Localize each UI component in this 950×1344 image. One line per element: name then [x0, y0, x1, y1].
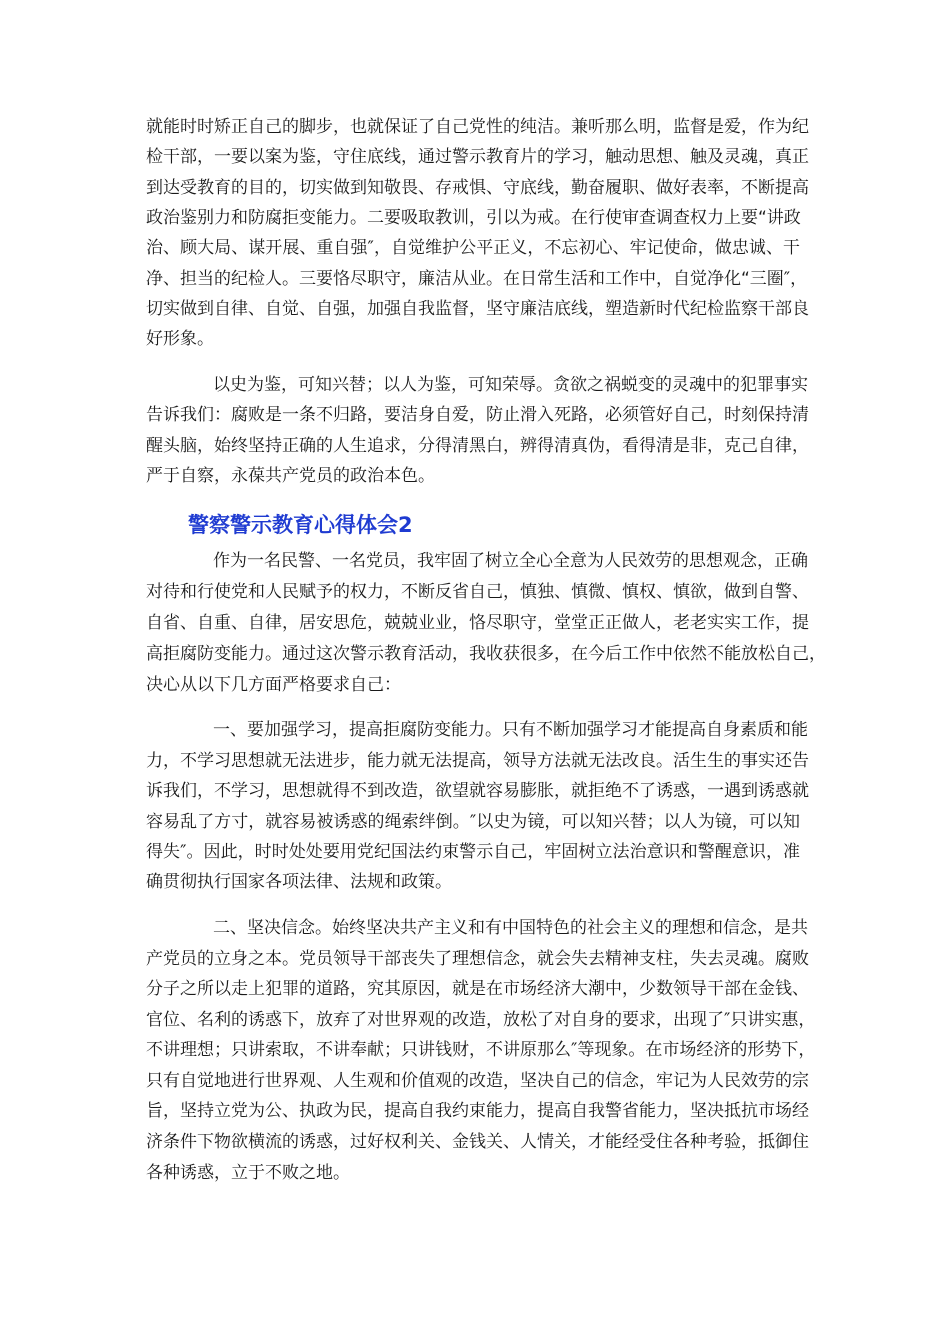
paragraph-line: 得失″。因此，时时处处要用党纪国法约束警示自己，牢固树立法治意识和警醒意识，准	[146, 842, 800, 862]
paragraph-line: 高拒腐防变能力。通过这次警示教育活动，我收获很多，在今后工作中依然不能放松自己，	[146, 644, 826, 664]
paragraph-line: 净、担当的纪检人。三要恪尽职守，廉洁从业。在日常生活和工作中，自觉净化“三圈″，	[146, 269, 808, 289]
paragraph-line: 官位、名利的诱惑下，放弃了对世界观的改造，放松了对自身的要求，出现了″只讲实惠，	[146, 1010, 816, 1030]
paragraph-line: 好形象。	[146, 329, 214, 349]
paragraph-line: 自省、自重、自律，居安思危，兢兢业业，恪尽职守，堂堂正正做人，老老实实工作，提	[146, 613, 809, 633]
paragraph-line: 以史为鉴，可知兴替；以人为鉴，可知荣辱。贪欲之祸蜕变的灵魂中的犯罪事实	[213, 375, 808, 395]
paragraph-line: 只有自觉地进行世界观、人生观和价值观的改造，坚决自己的信念，牢记为人民效劳的宗	[146, 1071, 809, 1091]
paragraph-line: 容易乱了方寸，就容易被诱惑的绳索绊倒。″以史为镜，可以知兴替；以人为镜，可以知	[146, 812, 800, 832]
paragraph-line: 到达受教育的目的，切实做到知敬畏、存戒惧、守底线，勤奋履职、做好表率，不断提高	[146, 178, 809, 198]
paragraph-line: 产党员的立身之本。党员领导干部丧失了理想信念，就会失去精神支柱，失去灵魂。腐败	[146, 949, 809, 969]
paragraph-line: 一、要加强学习，提高拒腐防变能力。只有不断加强学习才能提高自身素质和能	[213, 720, 808, 740]
paragraph-line: 作为一名民警、一名党员，我牢固了树立全心全意为人民效劳的思想观念，正确	[213, 551, 808, 571]
paragraph-line: 治、顾大局、谋开展、重自强″，自觉维护公平正义，不忘初心、牢记使命，做忠诚、干	[146, 238, 800, 258]
paragraph-line: 诉我们，不学习，思想就得不到改造，欲望就容易膨胀，就拒绝不了诱惑，一遇到诱惑就	[146, 781, 809, 801]
paragraph-line: 严于自察，永葆共产党员的政治本色。	[146, 466, 435, 486]
paragraph-line: 济条件下物欲横流的诱惑，过好权利关、金钱关、人情关，才能经受住各种考验，抵御住	[146, 1132, 809, 1152]
paragraph-line: 政治鉴别力和防腐拒变能力。二要吸取教训，引以为戒。在行使审查调查权力上要“讲政	[146, 208, 801, 228]
paragraph-line: 确贯彻执行国家各项法律、法规和政策。	[146, 872, 452, 892]
paragraph-line: 各种诱惑，立于不败之地。	[146, 1163, 350, 1183]
paragraph-line: 对待和行使党和人民赋予的权力，不断反省自己，慎独、慎微、慎权、慎欲，做到自警、	[146, 582, 809, 602]
paragraph-line: 分子之所以走上犯罪的道路，究其原因，就是在市场经济大潮中，少数领导干部在金钱、	[146, 979, 809, 999]
paragraph-line: 力，不学习思想就无法进步，能力就无法提高，领导方法就无法改良。活生生的事实还告	[146, 751, 809, 771]
paragraph-line: 不讲理想；只讲索取，不讲奉献；只讲钱财，不讲原那么″等现象。在市场经济的形势下，	[146, 1040, 816, 1060]
paragraph-line: 醒头脑，始终坚持正确的人生追求，分得清黑白，辨得清真伪，看得清是非，克己自律，	[146, 436, 809, 456]
paragraph-line: 二、坚决信念。始终坚决共产主义和有中国特色的社会主义的理想和信念，是共	[213, 918, 808, 938]
paragraph-line: 告诉我们：腐败是一条不归路，要洁身自爱，防止滑入死路，必须管好自己，时刻保持清	[146, 405, 809, 425]
paragraph-line: 决心从以下几方面严格要求自己：	[146, 675, 401, 695]
paragraph-line: 检干部，一要以案为鉴，守住底线，通过警示教育片的学习，触动思想、触及灵魂，真正	[146, 147, 809, 167]
paragraph-line: 旨，坚持立党为公、执政为民，提高自我约束能力，提高自我警省能力，坚决抵抗市场经	[146, 1101, 809, 1121]
section-heading: 警察警示教育心得体会2	[188, 513, 413, 537]
paragraph-line: 就能时时矫正自己的脚步，也就保证了自己党性的纯洁。兼听那么明，监督是爱，作为纪	[146, 117, 809, 137]
paragraph-line: 切实做到自律、自觉、自强，加强自我监督，坚守廉洁底线，塑造新时代纪检监察干部良	[146, 299, 809, 319]
